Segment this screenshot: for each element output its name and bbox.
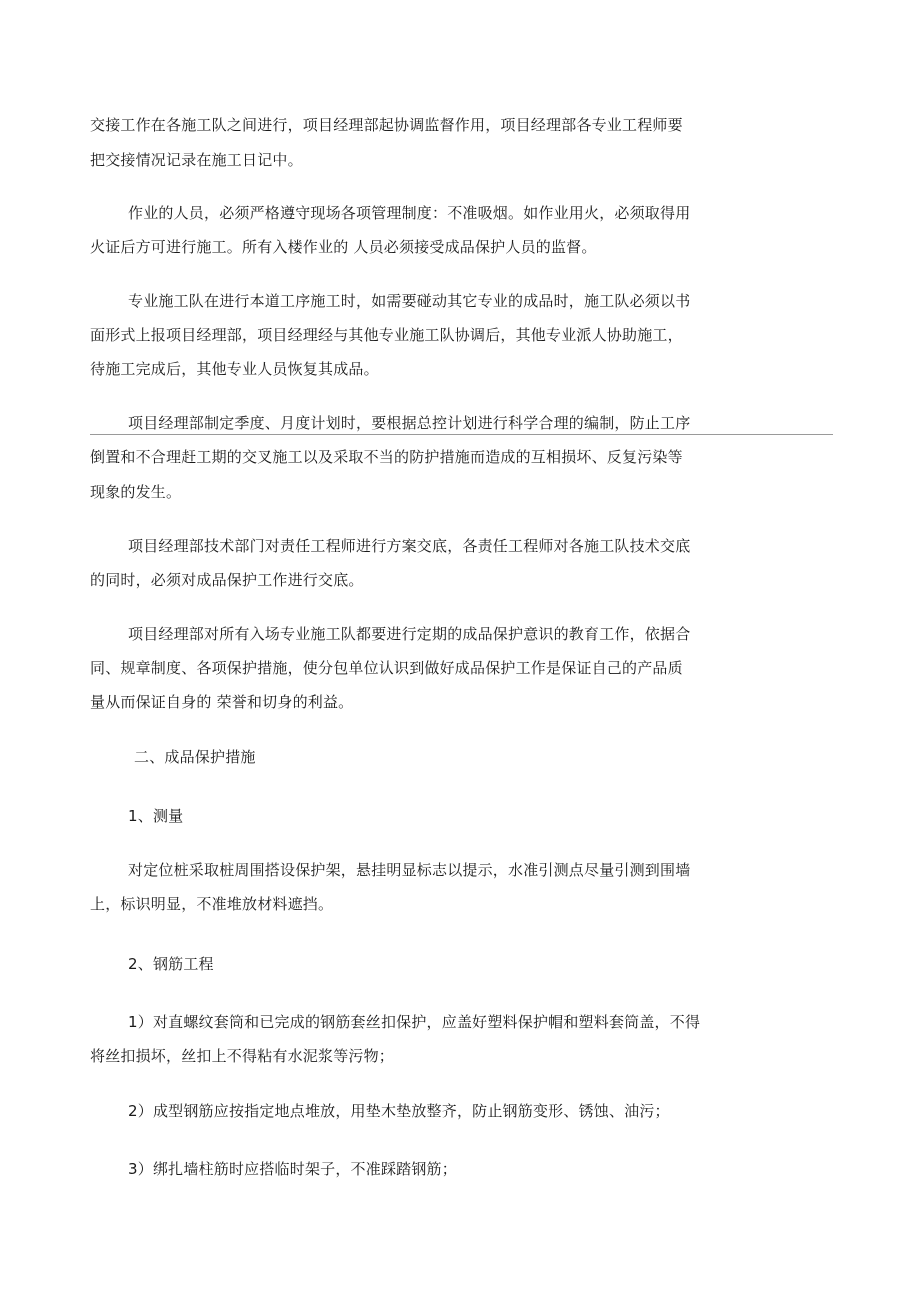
paragraph-line: 专业施工队在进行本道工序施工时，如需要碰动其它专业的成品时，施工队必须以书 (128, 292, 691, 310)
paragraph-line: 现象的发生。 (90, 483, 182, 501)
paragraph-line: 上，标识明显，不准堆放材料遮挡。 (90, 895, 334, 913)
paragraph-line: 项目经理部制定季度、月度计划时，要根据总控计划进行科学合理的编制，防止工序 (128, 414, 691, 432)
paragraph-line: 项目经理部技术部门对责任工程师进行方案交底，各责任工程师对各施工队技术交底 (128, 537, 691, 555)
paragraph-line: 项目经理部对所有入场专业施工队都要进行定期的成品保护意识的教育工作，依据合 (128, 625, 691, 643)
paragraph-line: 的同时，必须对成品保护工作进行交底。 (90, 571, 364, 589)
paragraph-line: 交接工作在各施工队之间进行，项目经理部起协调监督作用，项目经理部各专业工程师要 (90, 116, 683, 134)
paragraph-line: 对定位桩采取桩周围搭设保护架，悬挂明显标志以提示，水准引测点尽量引测到围墙 (128, 861, 691, 879)
list-item-line: 将丝扣损坏，丝扣上不得粘有水泥浆等污物； (90, 1047, 395, 1065)
horizontal-rule (90, 434, 833, 435)
list-item-line: 1）对直螺纹套筒和已完成的钢筋套丝扣保护，应盖好塑料保护帽和塑料套筒盖，不得 (128, 1013, 701, 1031)
paragraph-line: 量从而保证自身的 荣誉和切身的利益。 (90, 693, 354, 711)
paragraph-line: 倒置和不合理赶工期的交叉施工以及采取不当的防护措施而造成的互相损坏、反复污染等 (90, 448, 683, 466)
subsection-heading: 1、测量 (128, 807, 184, 825)
paragraph-line: 待施工完成后，其他专业人员恢复其成品。 (90, 360, 379, 378)
list-item-line: 2）成型钢筋应按指定地点堆放，用垫木垫放整齐，防止钢筋变形、锈蚀、油污； (128, 1102, 670, 1120)
paragraph-line: 把交接情况记录在施工日记中。 (90, 151, 303, 169)
paragraph-line: 作业的人员，必须严格遵守现场各项管理制度：不准吸烟。如作业用火，必须取得用 (128, 204, 691, 222)
paragraph-line: 同、规章制度、各项保护措施，使分包单位认识到做好成品保护工作是保证自己的产品质 (90, 659, 683, 677)
subsection-heading: 2、钢筋工程 (128, 955, 214, 973)
paragraph-line: 火证后方可进行施工。所有入楼作业的 人员必须接受成品保护人员的监督。 (90, 238, 597, 256)
paragraph-line: 面形式上报项目经理部，项目经理经与其他专业施工队协调后，其他专业派人协助施工， (90, 326, 683, 344)
section-heading: 二、成品保护措施 (134, 748, 256, 766)
list-item-line: 3）绑扎墙柱筋时应搭临时架子，不准踩踏钢筋； (128, 1160, 457, 1178)
